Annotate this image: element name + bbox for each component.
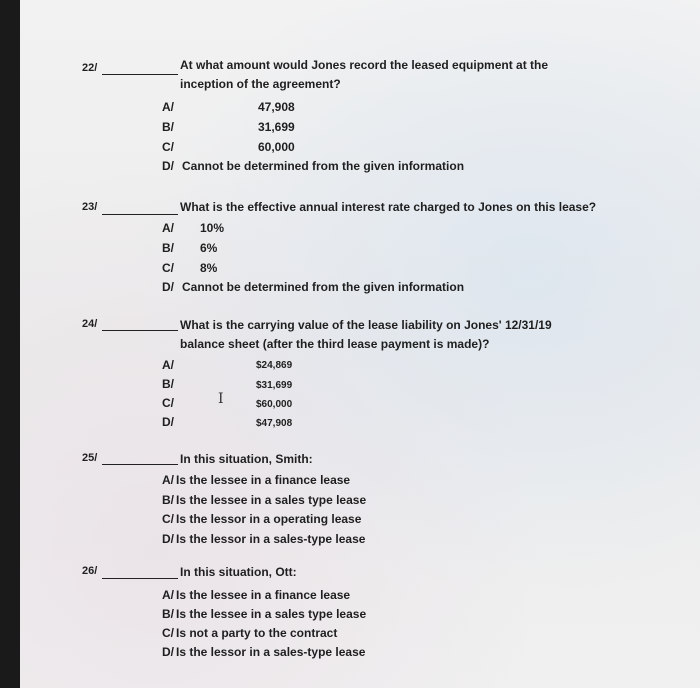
text-cursor-icon: I (218, 391, 224, 407)
answer-blank[interactable] (102, 214, 178, 215)
option-a: A/ Is the lessee in a finance lease (162, 473, 351, 487)
question-number: 24/ (82, 318, 98, 330)
option-b: B/ Is the lessee in a sales type lease (162, 493, 367, 507)
question-stem-line: In this situation, Ott: (180, 565, 297, 579)
option-a: A/ Is the lessee in a finance lease (162, 588, 351, 602)
option-d-value: $47,908 (256, 418, 293, 429)
option-a-text: Is the lessee in a finance lease (176, 588, 351, 602)
option-b: B/ Is the lessee in a sales type lease (162, 607, 367, 621)
question-number: 23/ (82, 201, 98, 213)
question-stem (180, 316, 630, 354)
option-b-value: 31,699 (258, 120, 295, 134)
option-c: C/ (162, 396, 174, 410)
option-c: C/ (162, 261, 174, 275)
option-b: B/ (162, 377, 174, 391)
option-b-value: 6% (200, 241, 218, 255)
option-d: D/ (162, 280, 174, 294)
option-b-text: Is the lessee in a sales type lease (176, 607, 367, 621)
question-number: 25/ (82, 452, 98, 464)
option-a: A/ (162, 100, 174, 114)
answer-blank[interactable] (102, 74, 178, 75)
option-a-value: 47,908 (258, 100, 295, 114)
option-d: D/ (162, 159, 174, 173)
worksheet-page (20, 0, 700, 688)
option-a: A/ (162, 221, 174, 235)
question-stem-line: At what amount would Jones record the leased equipment at the (180, 58, 549, 72)
option-c-text: Is the lessor in a operating lease (176, 512, 362, 526)
question-number: 22/ (82, 62, 98, 74)
option-a: A/ (162, 358, 174, 372)
question-stem (180, 56, 630, 94)
question-stem (180, 450, 630, 469)
option-c: C/ Is the lessor in a operating lease (162, 512, 362, 526)
option-c-value: $60,000 (256, 399, 293, 410)
option-c-value: 60,000 (258, 140, 295, 154)
option-c-value: 8% (200, 261, 218, 275)
option-b: B/ (162, 120, 174, 134)
option-c-text: Is not a party to the contract (176, 626, 338, 640)
question-stem-line: inception of the agreement? (180, 77, 341, 91)
option-d-value: Cannot be determined from the given information (182, 280, 465, 294)
question-stem (180, 563, 630, 582)
question-stem-line: What is the effective annual interest rate charged to Jones on this lease? (180, 200, 597, 214)
option-d: D/ Is the lessor in a sales-type lease (162, 645, 366, 659)
option-c: C/ (162, 140, 174, 154)
option-a-text: Is the lessee in a finance lease (176, 473, 351, 487)
option-d-value: Cannot be determined from the given information (182, 159, 465, 173)
option-d: D/ Is the lessor in a sales-type lease (162, 532, 366, 546)
question-stem-line: In this situation, Smith: (180, 452, 313, 466)
option-d-text: Is the lessor in a sales-type lease (176, 532, 366, 546)
option-d-text: Is the lessor in a sales-type lease (176, 645, 366, 659)
option-c: C/ Is not a party to the contract (162, 626, 338, 640)
option-a-value: $24,869 (256, 360, 293, 371)
option-a-value: 10% (200, 221, 225, 235)
option-d: D/ (162, 415, 174, 429)
question-stem-line: balance sheet (after the third lease payment is made)? (180, 337, 490, 351)
question-stem-line: What is the carrying value of the lease liability on Jones' 12/31/19 (180, 318, 552, 332)
answer-blank[interactable] (102, 330, 178, 331)
option-b-value: $31,699 (256, 380, 293, 391)
option-b-text: Is the lessee in a sales type lease (176, 493, 367, 507)
answer-blank[interactable] (102, 464, 178, 465)
answer-blank[interactable] (102, 578, 178, 579)
option-b: B/ (162, 241, 174, 255)
question-number: 26/ (82, 565, 98, 577)
question-stem (180, 198, 630, 217)
